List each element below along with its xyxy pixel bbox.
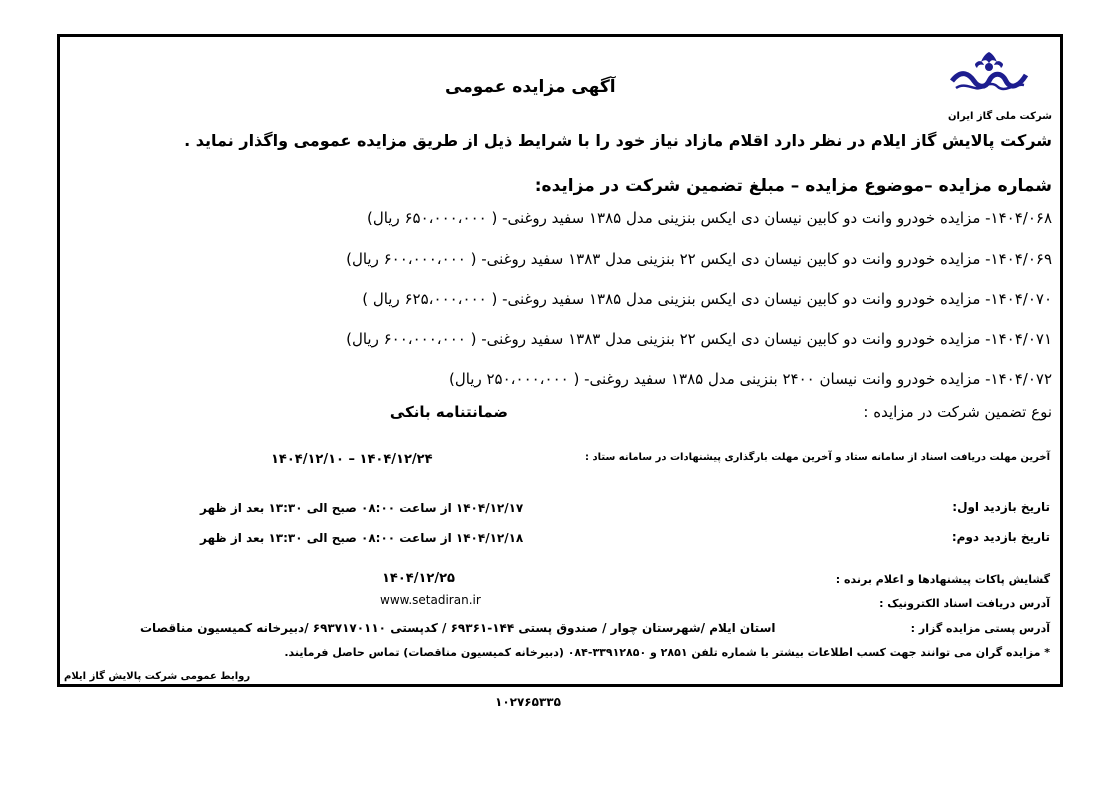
- electronic-address-label: آدرس دریافت اسناد الکترونیک :: [879, 597, 1050, 610]
- opening-date: ۱۴۰۴/۱۲/۲۵: [382, 571, 455, 586]
- public-relations-signature: روابط عمومی شرکت پالایش گاز ایلام: [64, 671, 251, 682]
- setad-website-link[interactable]: www.setadiran.ir: [380, 593, 481, 607]
- auction-item: ۱۴۰۴/۰۷۱- مزایده خودرو وانت دو کابین نیسان دی ایکس ۲۲ بنزینی مدل ۱۳۸۳ سفید روغنی- ( ۶۰۰،۰۰۰،۰۰۰ ریال): [346, 330, 1052, 348]
- document-deadline-value: ۱۴۰۴/۱۲/۱۰ – ۱۴۰۴/۱۲/۲۴: [271, 452, 433, 467]
- opening-label: گشایش پاکات پیشنهادها و اعلام برنده :: [835, 573, 1050, 586]
- notice-intro: شرکت پالایش گاز ایلام در نظر دارد اقلام مازاد نیاز خود را با شرایط ذیل از طریق مزایده عمومی واگذار نماید .: [184, 131, 1052, 150]
- company-name: شرکت ملی گاز ایران: [948, 111, 1052, 122]
- contact-note: * مزایده گران می توانند جهت کسب اطلاعات بیشتر با شماره تلفن ۲۸۵۱ و ۳۳۹۱۲۸۵۰-۰۸۴ (دبیرخانه کمیسیون مناقصات) تماس حاصل فرمایند.: [284, 646, 1050, 659]
- first-visit-value: ۱۴۰۴/۱۲/۱۷ از ساعت ۰۸:۰۰ صبح الی ۱۳:۳۰ بعد از ظهر: [200, 501, 524, 515]
- auction-item: ۱۴۰۴/۰۷۰- مزایده خودرو وانت دو کابین نیسان دی ایکس بنزینی مدل ۱۳۸۵ سفید روغنی- ( ۶۲۵،۰۰۰،۰۰۰ ریال ): [362, 290, 1052, 308]
- first-visit-label: تاریخ بازدید اول:: [952, 500, 1050, 514]
- auction-item: ۱۴۰۴/۰۷۲- مزایده خودرو وانت نیسان ۲۴۰۰ بنزینی مدل ۱۳۸۵ سفید روغنی- ( ۲۵۰،۰۰۰،۰۰۰ ریال): [448, 370, 1052, 388]
- postal-address-label: آدرس پستی مزایده گزار :: [910, 622, 1050, 635]
- second-visit-label: تاریخ بازدید دوم:: [951, 530, 1050, 544]
- notice-title: آگهی مزایده عمومی: [445, 77, 616, 97]
- auction-section-heading: شماره مزایده –موضوع مزایده – مبلغ تضمین شرکت در مزایده:: [534, 176, 1052, 196]
- auction-item: ۱۴۰۴/۰۶۹- مزایده خودرو وانت دو کابین نیسان دی ایکس ۲۲ بنزینی مدل ۱۳۸۳ سفید روغنی- ( ۶۰۰،۰۰۰،۰۰۰ ریال): [346, 250, 1052, 268]
- second-visit-value: ۱۴۰۴/۱۲/۱۸ از ساعت ۰۸:۰۰ صبح الی ۱۳:۳۰ بعد از ظهر: [200, 531, 524, 545]
- auction-item: ۱۴۰۴/۰۶۸- مزایده خودرو وانت دو کابین نیسان دی ایکس بنزینی مدل ۱۳۸۵ سفید روغنی- ( ۶۵۰،۰۰۰،۰۰۰ ریال): [366, 209, 1052, 227]
- guarantee-type-value: ضمانتنامه بانکی: [389, 403, 508, 421]
- national-iranian-gas-company-logo-icon: [944, 50, 1034, 100]
- postal-address-value: استان ایلام /شهرستان چوار / صندوق پستی ۱۴۴-۶۹۳۶۱ / کدپستی ۶۹۳۷۱۷۰۱۱۰ /دبیرخانه کمیسیون مناقصات: [140, 621, 776, 635]
- document-number: ۱۰۲۷۶۵۳۳۵: [495, 695, 561, 709]
- document-deadline-label: آخرین مهلت دریافت اسناد از سامانه ستاد و آخرین مهلت بارگذاری پیشنهادات در سامانه ستاد :: [585, 452, 1050, 463]
- guarantee-type-label: نوع تضمین شرکت در مزایده :: [863, 403, 1052, 421]
